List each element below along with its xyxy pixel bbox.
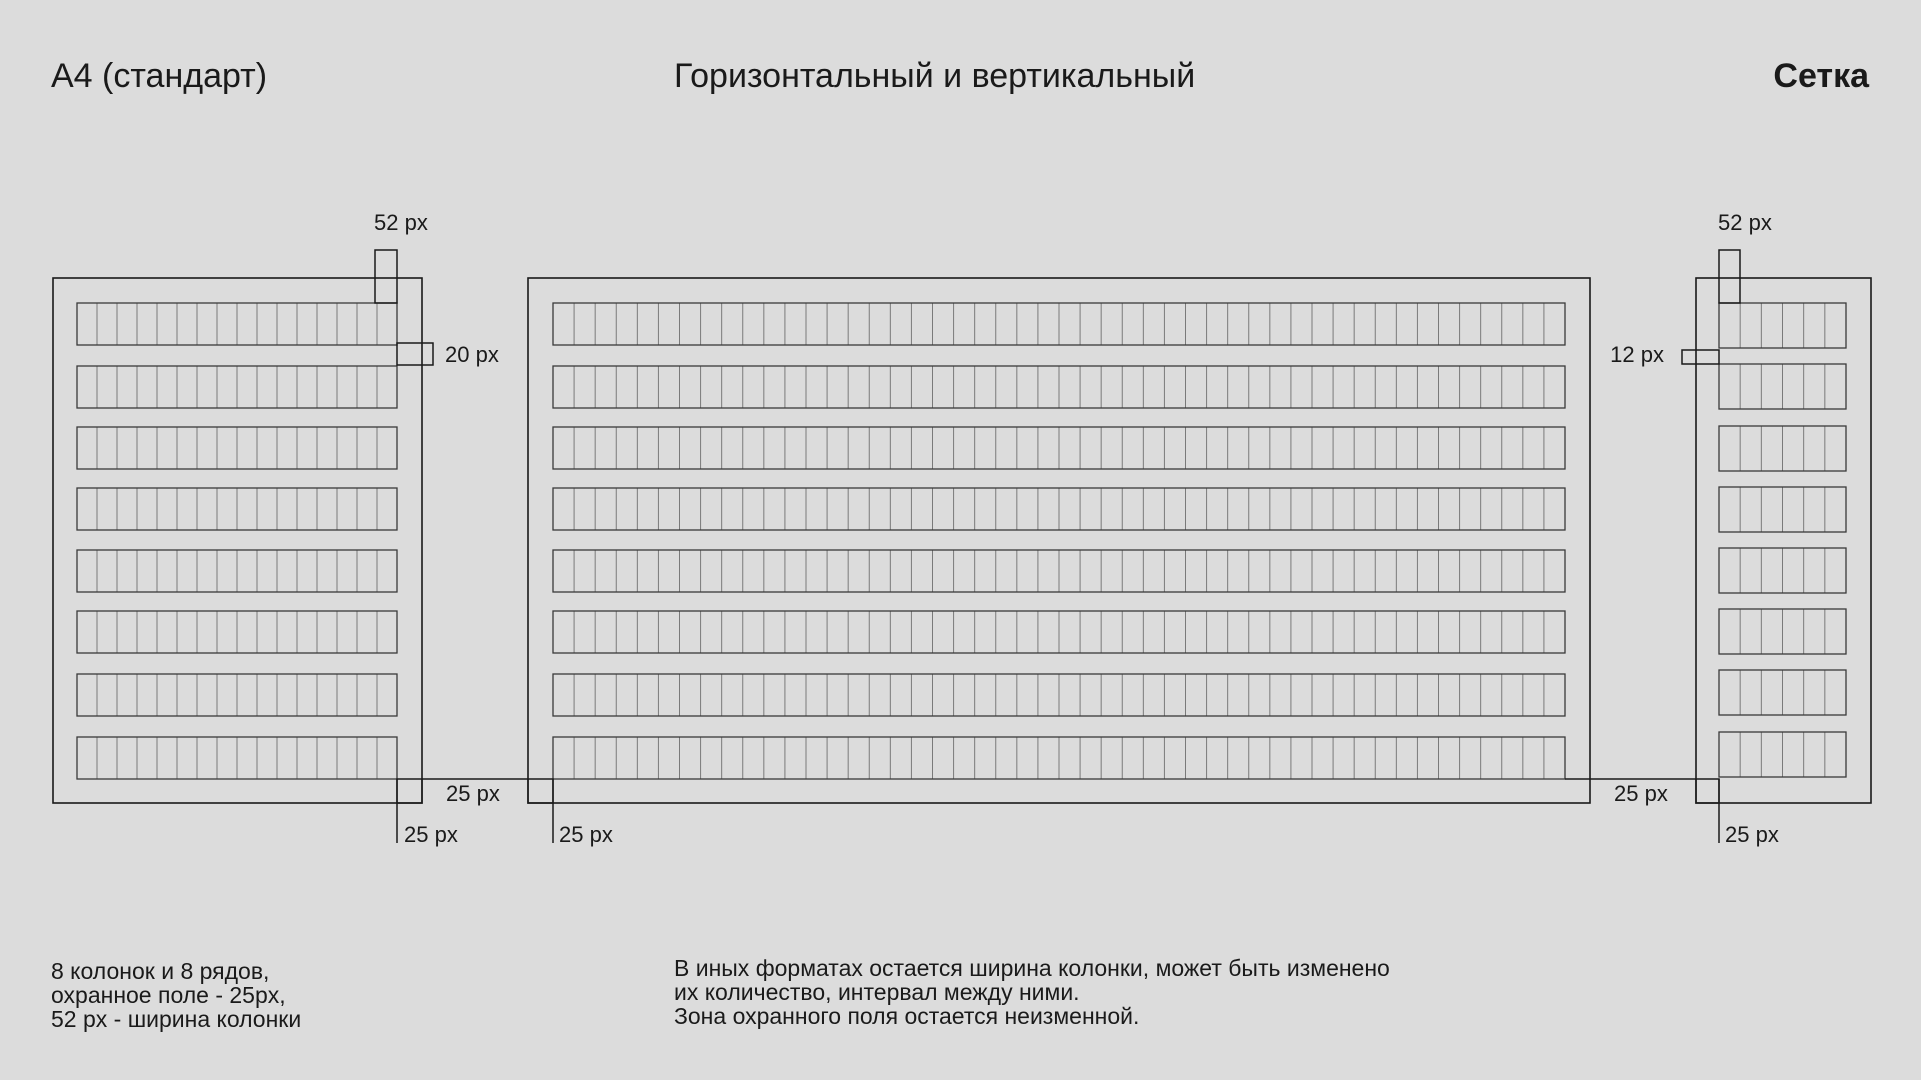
vertical-format-diagram bbox=[53, 210, 528, 847]
margin-side-label: 25 px bbox=[559, 822, 613, 847]
grid-row bbox=[553, 427, 1565, 469]
column-width-label: 52 px bbox=[374, 210, 428, 235]
margin-bottom-marker bbox=[1696, 779, 1719, 803]
grid-row bbox=[553, 303, 1565, 345]
grid-row bbox=[553, 737, 1565, 779]
format-frame bbox=[53, 278, 422, 803]
grid-row bbox=[77, 303, 397, 345]
grid-row bbox=[77, 550, 397, 592]
grid-row bbox=[553, 366, 1565, 408]
other-formats-note bbox=[674, 956, 1390, 1028]
note-line: 52 px - ширина колонки bbox=[51, 1006, 302, 1032]
gutter-marker bbox=[1682, 350, 1719, 364]
grid-row bbox=[553, 674, 1565, 716]
grid-row bbox=[77, 488, 397, 530]
grid-row bbox=[1719, 303, 1846, 348]
column-width-marker bbox=[375, 250, 397, 303]
grid-row bbox=[1719, 609, 1846, 654]
narrow-format-diagram bbox=[1610, 210, 1871, 847]
note-line: 8 колонок и 8 рядов, bbox=[51, 958, 270, 984]
orientation-title: Горизонтальный и вертикальный bbox=[674, 57, 1196, 95]
grid-row bbox=[1719, 426, 1846, 471]
grid-row bbox=[77, 737, 397, 779]
grid-row bbox=[77, 611, 397, 653]
grid-row bbox=[77, 366, 397, 408]
column-width-label: 52 px bbox=[1718, 210, 1772, 235]
format-title: A4 (стандарт) bbox=[51, 57, 268, 95]
grid-row bbox=[1719, 487, 1846, 532]
grid-row bbox=[77, 427, 397, 469]
note-line: охранное поле - 25px, bbox=[51, 982, 286, 1008]
note-line: Зона охранного поля остается неизменной. bbox=[674, 1003, 1140, 1029]
grid-row bbox=[553, 550, 1565, 592]
note-line: В иных форматах остается ширина колонки, может быть изменено bbox=[674, 955, 1390, 981]
column-width-marker bbox=[1719, 250, 1740, 303]
format-frame bbox=[1696, 278, 1871, 803]
grid-row bbox=[77, 674, 397, 716]
note-line: их количество, интервал между ними. bbox=[674, 979, 1080, 1005]
gutter-marker bbox=[397, 343, 433, 365]
margin-side-label: 25 px bbox=[1725, 822, 1779, 847]
margin-bottom-label: 25 px bbox=[1614, 781, 1668, 806]
gutter-label: 12 px bbox=[1610, 342, 1664, 367]
margin-bottom-marker bbox=[397, 779, 422, 803]
grid-spec-note bbox=[51, 959, 301, 1031]
horizontal-format-diagram bbox=[528, 278, 1696, 847]
format-frame bbox=[528, 278, 1590, 803]
grid-row bbox=[553, 611, 1565, 653]
margin-side-label: 25 px bbox=[404, 822, 458, 847]
grid-row bbox=[1719, 364, 1846, 409]
margin-corner-marker bbox=[528, 779, 553, 803]
grid-row bbox=[1719, 670, 1846, 715]
grid-row bbox=[1719, 732, 1846, 777]
section-title: Сетка bbox=[1773, 57, 1869, 95]
grid-row bbox=[553, 488, 1565, 530]
margin-bottom-label: 25 px bbox=[446, 781, 500, 806]
gutter-label: 20 px bbox=[445, 342, 499, 367]
grid-row bbox=[1719, 548, 1846, 593]
